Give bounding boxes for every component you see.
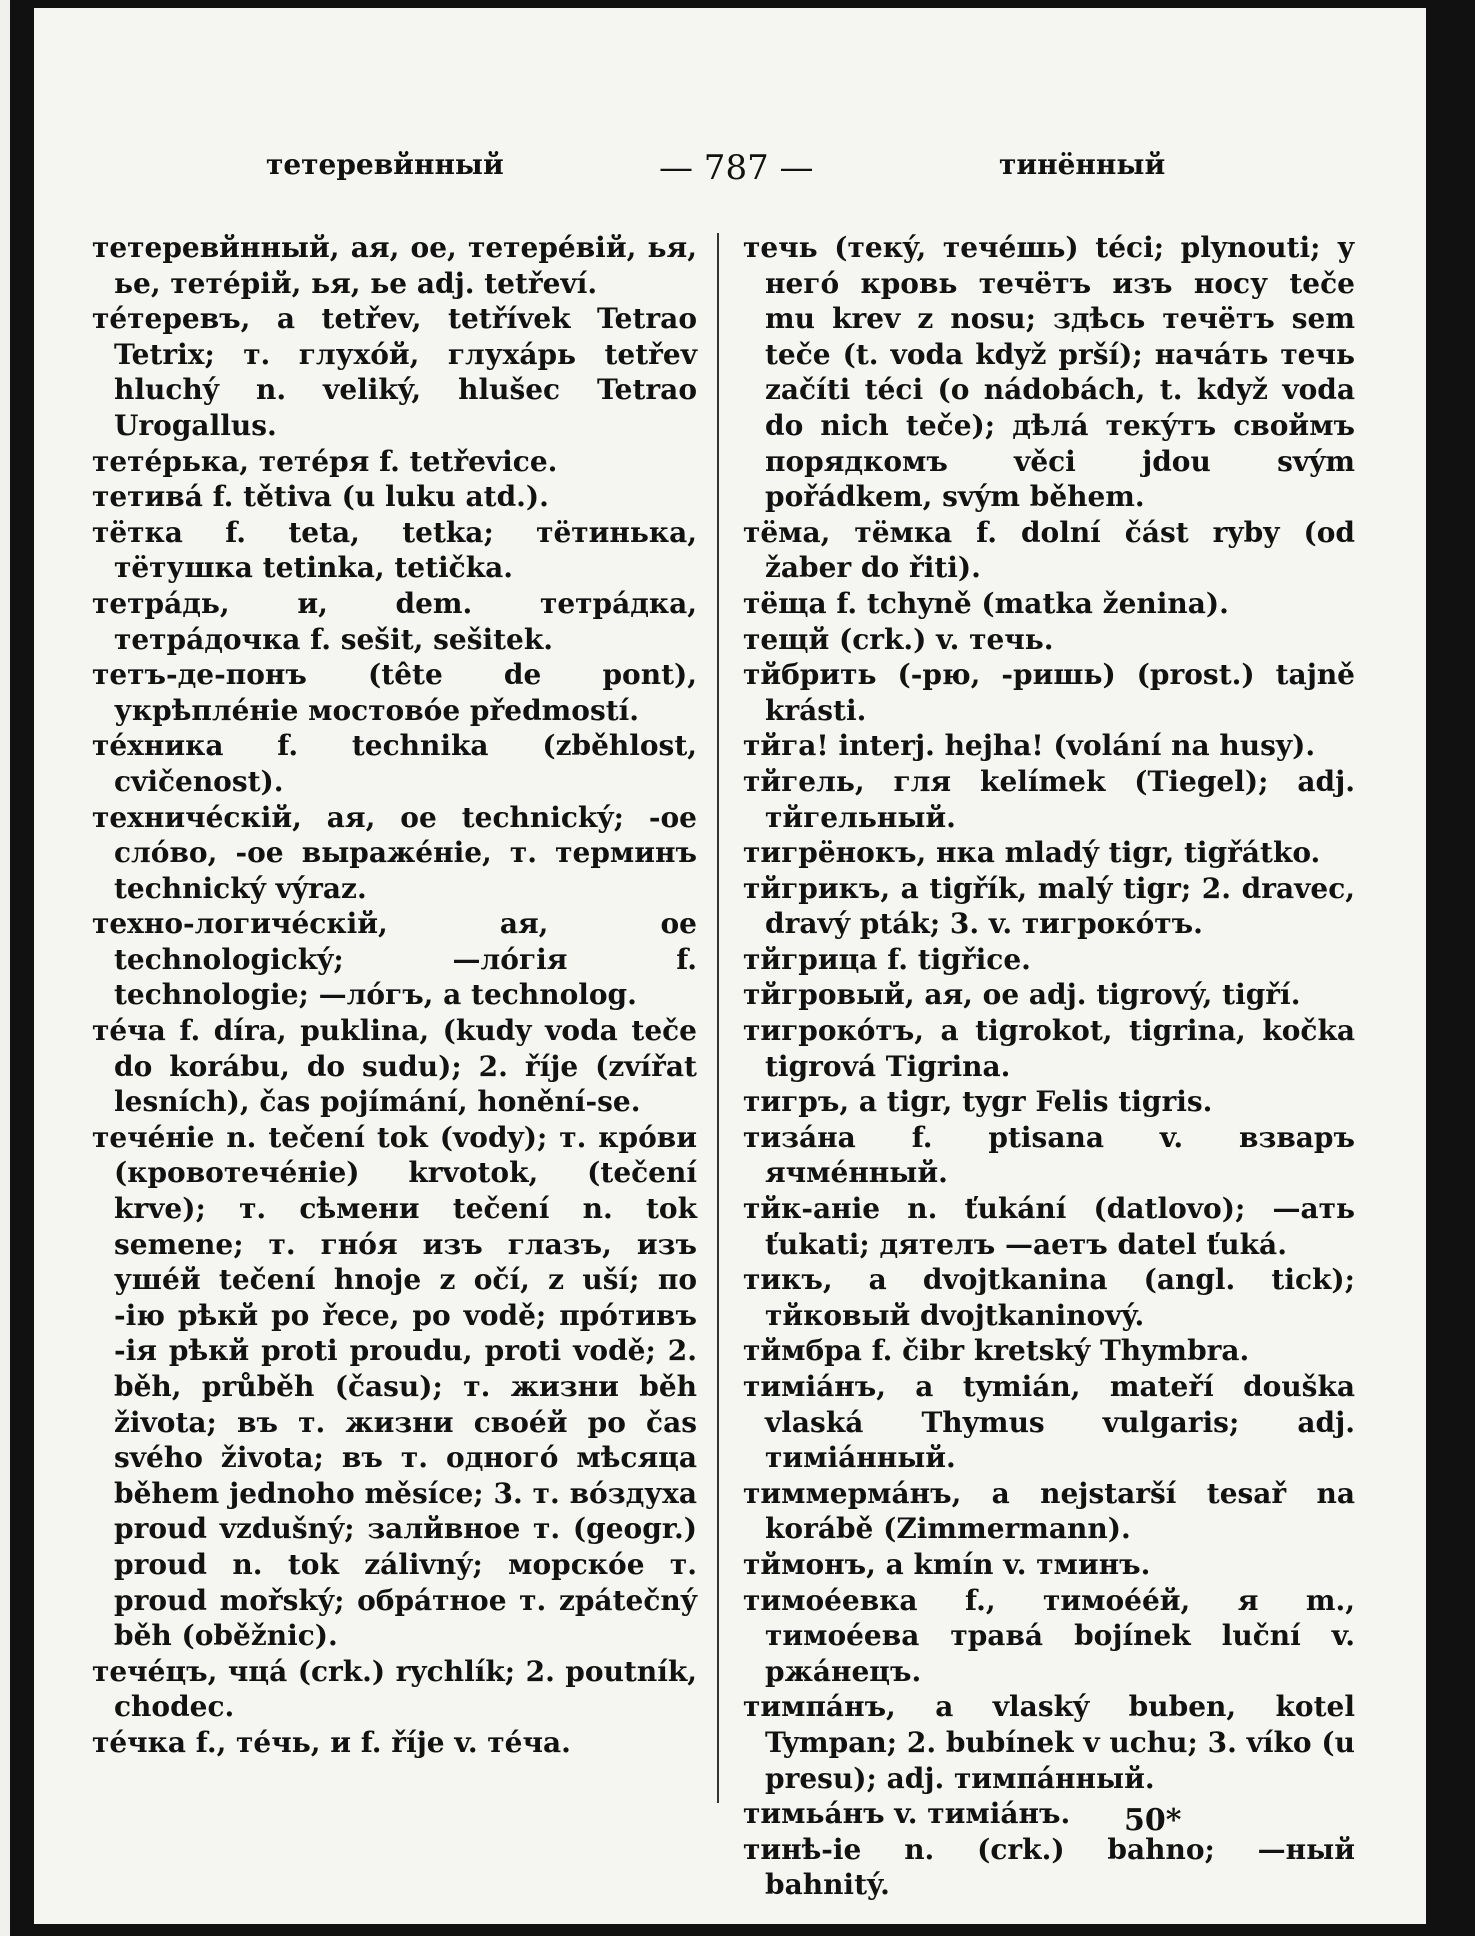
left-page-edge <box>0 0 10 1936</box>
dictionary-entry: тйгровый, ая, ое adj. tigrový, tigří. <box>743 978 1301 1012</box>
dictionary-entry: тимоéевка f., тимоééй, я m., тимоéева травá bojínek luční v. ржáнецъ. <box>743 1583 1355 1688</box>
dictionary-entry: тéчка f., тéчь, и f. říje v. тéча. <box>92 1725 571 1759</box>
dictionary-entry: тйк-аніе n. ťukání (datlovo); —ать ťukati; дятелъ —аетъ datel ťuká. <box>743 1192 1355 1261</box>
dictionary-entry: течéцъ, чцá (crk.) rychlík; 2. poutník, chodec. <box>92 1654 697 1724</box>
dictionary-entry: тётка f. teta, tetka; тётинька, тётушка tetinka, tetička. <box>92 515 697 585</box>
dictionary-entry: тигрёнокъ, нка mladý tigr, tigřátko. <box>743 836 1321 870</box>
dictionary-entry: тёща f. tchyně (matka ženina). <box>743 586 1229 620</box>
dictionary-page <box>34 8 1426 1924</box>
right-column <box>743 230 1355 1903</box>
dictionary-entry: тетéрька, тетéря f. tetřevice. <box>92 444 558 478</box>
dictionary-entry: тетрáдь, и, dem. тетрáдка, тетрáдочка f. sešit, sešitek. <box>92 586 697 656</box>
dictionary-entry: тизáна f. ptisana v. взваръ ячмéнный. <box>743 1120 1355 1190</box>
dictionary-entry: тéча f. díra, puklina, (kudy voda teče do korábu, do sudu); 2. říje (zvířat lesních), čas pojímání, honění-se. <box>92 1014 697 1119</box>
dictionary-entry: тимпáнъ, a vlaský buben, kotel Tympan; 2. bubínek v uchu; 3. víko (u presu); adj. тимпáнный. <box>743 1690 1355 1795</box>
dictionary-entry: тимьáнъ v. тимiáнъ. <box>743 1797 1071 1831</box>
printer-signature-mark: 50* <box>1124 1803 1182 1838</box>
dictionary-entry: тйгель, гля kelímek (Tiegel); adj. тйгельный. <box>743 764 1355 834</box>
left-column <box>92 230 697 1761</box>
dictionary-entry: тйгрица f. tigřice. <box>743 942 1031 976</box>
dictionary-entry: тймонъ, a kmín v. тминъ. <box>743 1547 1151 1581</box>
dictionary-entry: тéхника f. technika (zběhlost, cvičenost). <box>92 729 697 798</box>
dictionary-entry: тйгрикъ, a tigřík, malý tigr; 2. dravec, dravý pták; 3. v. тигрокóтъ. <box>743 871 1355 941</box>
page-number: — 787 — <box>659 148 814 188</box>
dictionary-entry: тéтеревъ, a tetřev, tetřívek Tetrao Tetrix; т. глухóй, глухáрь tetřev hluchý n. veliký, hlušec Tetrao Urogallus. <box>92 302 697 442</box>
dictionary-entry: течь (текý, течéшь) téci; plynouti; у негó кровь течётъ изъ носу teče mu krev z nosu; здѣсь течётъ sem teče (t. voda když prší); начáть течь začíti téci (o nádobách, t. když voda do nich teče); дѣлá текýтъ своймъ порядкомъ věci jdou svým pořádkem, svým během. <box>743 231 1355 514</box>
dictionary-entry: тетеревйнный, ая, ое, тетерéвій, ья, ье, тетéрій, ья, ье adj. tetřeví. <box>92 231 697 300</box>
dictionary-entry: течéніе n. tečení tok (vody); т. крóви (кровотечéніе) krvotok, (tečení krve); т. сѣмени tečení n. tok semene; т. гнóя изъ глазъ, изъ ушéй tečení hnoje z očí, z uší; по -ію рѣкй po řece, po vodě; прóтивъ -ія рѣкй proti proudu, proti vodě; 2. běh, průběh (času); т. жизни běh života; въ т. жизни своéй po čas svého života; въ т. одногó мѣсяца během jednoho měsíce; 3. т. вóздуха proud vzdušný; залйвное т. (geogr.) proud n. tok zálivný; морскóе т. proud mořský; обрáтное т. zpátečný běh (oběžnic). <box>92 1120 697 1653</box>
dictionary-entry: тимiáнъ, a tymián, mateří douška vlaská Thymus vulgaris; adj. тимiáнный. <box>743 1370 1355 1475</box>
header-right-guide-word: тинённый <box>999 148 1166 181</box>
running-head <box>34 148 1426 198</box>
dictionary-entry: тиммермáнъ, a nejstarší tesař na korábě (Zimmermann). <box>743 1476 1355 1546</box>
dictionary-entry: техно-логичéскій, ая, ое technologický; —лóгія f. technologie; —лóгъ, a technolog. <box>92 907 697 1012</box>
dictionary-entry: техничéскій, ая, ое technický; -ое слóво, -ое выражéніе, т. терминъ technický výraz. <box>92 800 697 905</box>
dictionary-entry: тигръ, a tigr, tygr Felis tigris. <box>743 1085 1213 1119</box>
dictionary-entry: тетивá f. tětiva (u luku atd.). <box>92 480 549 514</box>
dictionary-entry: тикъ, a dvojtkanina (angl. tick); тйковый dvojtkaninový. <box>743 1263 1355 1332</box>
dictionary-entry: тймбра f. čibr kretský Thymbra. <box>743 1334 1250 1368</box>
dictionary-entry: тйбрить (-рю, -ришь) (prost.) tajně krásti. <box>743 658 1355 727</box>
dictionary-entry: тещй (crk.) v. течь. <box>743 622 1054 656</box>
dictionary-entry: тетъ-де-понъ (tête de pont), укрѣплéніе мостовóе předmostí. <box>92 658 697 727</box>
dictionary-entry: тйга! interj. hejha! (volání na husy). <box>743 729 1316 763</box>
dictionary-entry: тёма, тёмка f. dolní část ryby (od žaber do řiti). <box>743 515 1355 585</box>
dictionary-entry: тигрокóтъ, a tigrokot, tigrina, kočka tigrová Tigrina. <box>743 1014 1355 1083</box>
column-divider <box>717 233 719 1803</box>
dictionary-entry: тинѣ-іе n. (crk.) bahno; —ный bahnitý. <box>743 1832 1355 1902</box>
header-left-guide-word: тетеревйнный <box>266 148 504 181</box>
